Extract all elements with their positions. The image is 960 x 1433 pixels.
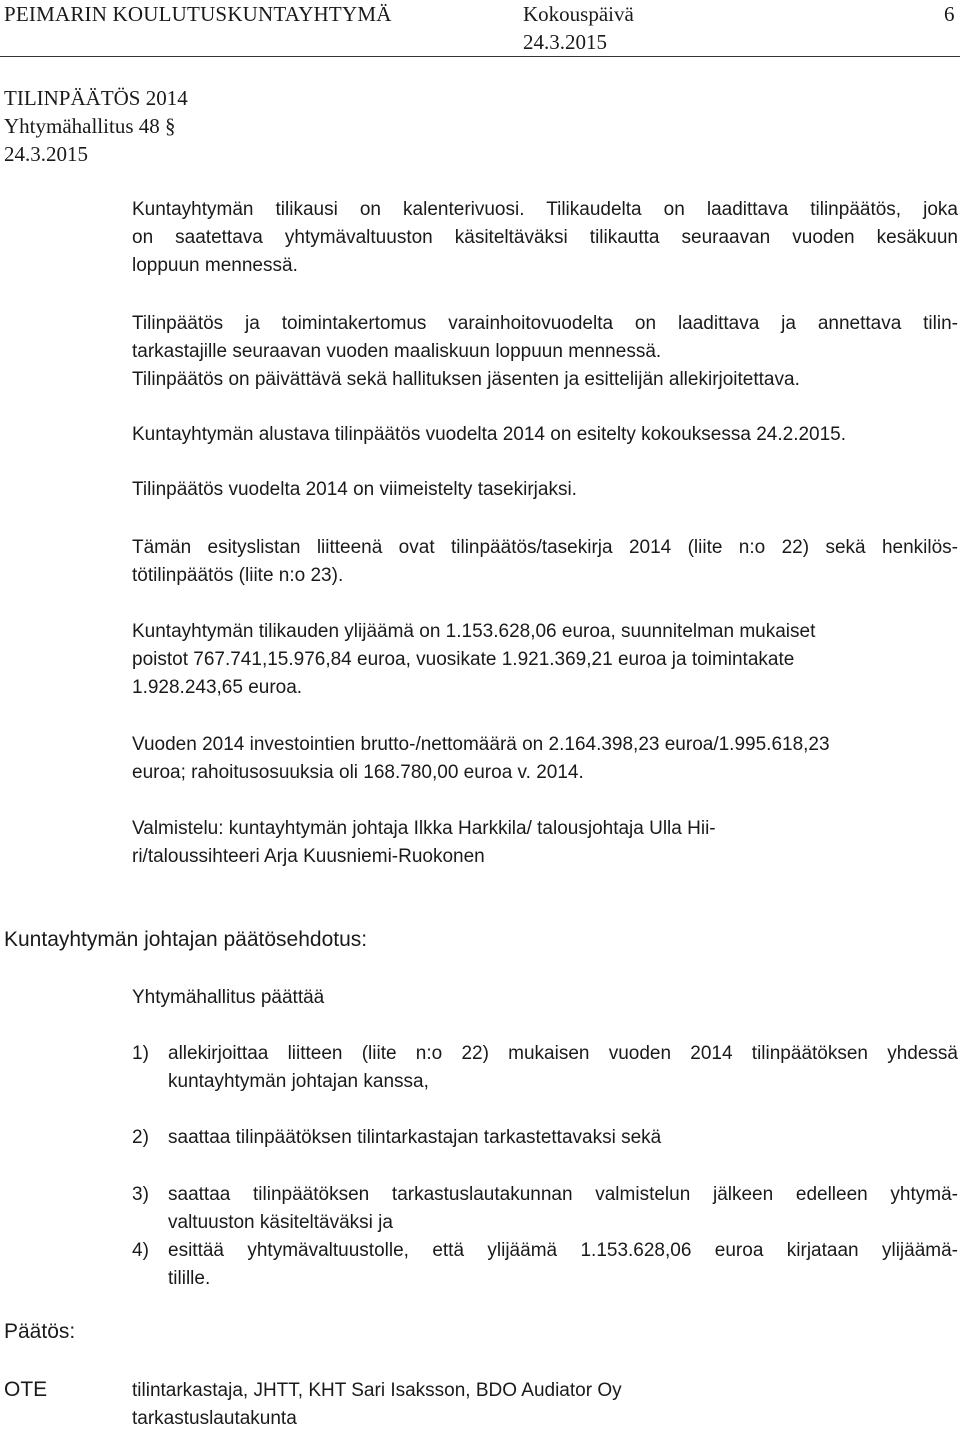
text-line: Tämän esityslistan liitteenä ovat tilinpäätös/tasekirja 2014 (liite n:o 22) sekä henkilös- bbox=[132, 537, 958, 558]
item-number: 4) bbox=[132, 1240, 149, 1261]
board-section: Yhtymähallitus 48 § bbox=[4, 114, 176, 138]
proposal-title: Kuntayhtymän johtajan päätösehdotus: bbox=[4, 928, 368, 951]
text-line: saattaa tilinpäätöksen tarkastuslautakunnan valmistelun jälkeen edelleen yhtymä- bbox=[168, 1184, 958, 1205]
paragraph-surplus bbox=[132, 618, 958, 702]
item-number: 3) bbox=[132, 1184, 149, 1205]
document-title: TILINPÄÄTÖS 2014 bbox=[4, 86, 188, 110]
text-line: kuntayhtymän johtajan kanssa, bbox=[168, 1071, 429, 1092]
text-line: Vuoden 2014 investointien brutto-/nettomäärä on 2.164.398,23 euroa/1.995.618,23 bbox=[132, 734, 830, 755]
text-line: Kuntayhtymän tilikauden ylijäämä on 1.153.628,06 euroa, suunnitelman mukaiset bbox=[132, 621, 816, 642]
paragraph-fiscal-year bbox=[132, 196, 958, 280]
paragraph-preparation bbox=[132, 815, 958, 871]
proposal-intro bbox=[132, 984, 958, 1012]
text-line: loppuun mennessä. bbox=[132, 255, 298, 276]
text-line: Kuntayhtymän alustava tilinpäätös vuodelta 2014 on esitelty kokouksessa 24.2.2015. bbox=[132, 424, 847, 445]
decision-label: Päätös: bbox=[4, 1320, 76, 1343]
text-line: 1.928.243,65 euroa. bbox=[132, 677, 303, 698]
text-line: esittää yhtymävaltuustolle, että ylijäämä 1.153.628,06 euroa kirjataan ylijäämä- bbox=[168, 1240, 958, 1261]
paragraph-preliminary bbox=[132, 421, 958, 449]
page-number: 6 bbox=[944, 2, 955, 26]
paragraph-deadline bbox=[132, 310, 958, 394]
item-number: 1) bbox=[132, 1043, 149, 1064]
text-line: tötilinpäätös (liite n:o 23). bbox=[132, 565, 344, 586]
text-line: valtuuston käsiteltäväksi ja bbox=[168, 1212, 393, 1233]
meeting-date-label: Kokouspäivä bbox=[523, 2, 634, 26]
organization-name: PEIMARIN KOULUTUSKUNTAYHTYMÄ bbox=[4, 2, 392, 26]
text-line: tarkastajille seuraavan vuoden maaliskuun loppuun mennessä. bbox=[132, 341, 662, 362]
text-line: tilille. bbox=[168, 1268, 211, 1289]
item-number: 2) bbox=[132, 1127, 149, 1148]
paragraph-finalized bbox=[132, 476, 958, 504]
paragraph-investments bbox=[132, 731, 958, 787]
ote-recipients bbox=[132, 1377, 958, 1433]
paragraph-attachments bbox=[132, 534, 958, 590]
ote-label: OTE bbox=[4, 1378, 48, 1401]
header-divider bbox=[0, 56, 960, 57]
text-line: poistot 767.741,15.976,84 euroa, vuosikate 1.921.369,21 euroa ja toimintakate bbox=[132, 649, 795, 670]
text-line: Tilinpäätös on päivättävä sekä hallituksen jäsenten ja esittelijän allekirjoitettava. bbox=[132, 369, 800, 390]
text-line: Kuntayhtymän tilikausi on kalenterivuosi. Tilikaudelta on laadittava tilinpäätös, joka bbox=[132, 199, 958, 220]
text-line: Tilinpäätös ja toimintakertomus varainhoitovuodelta on laadittava ja annettava tilin- bbox=[132, 313, 958, 334]
recipient: tilintarkastaja, JHTT, KHT Sari Isaksson, BDO Audiator Oy bbox=[132, 1380, 622, 1401]
text-line: on saatettava yhtymävaltuuston käsiteltäväksi tilikautta seuraavan vuoden kesäkuun bbox=[132, 227, 958, 248]
text-line: ri/taloussihteeri Arja Kuusniemi-Ruokonen bbox=[132, 846, 485, 867]
text-line: saattaa tilinpäätöksen tilintarkastajan tarkastettavaksi sekä bbox=[168, 1127, 662, 1148]
meeting-date: 24.3.2015 bbox=[523, 30, 607, 54]
text-line: allekirjoittaa liitteen (liite n:o 22) mukaisen vuoden 2014 tilinpäätöksen yhdessä bbox=[168, 1043, 958, 1064]
text-line: Valmistelu: kuntayhtymän johtaja Ilkka Harkkila/ talousjohtaja Ulla Hii- bbox=[132, 818, 716, 839]
document-date: 24.3.2015 bbox=[4, 142, 88, 166]
text-line: euroa; rahoitusosuuksia oli 168.780,00 euroa v. 2014. bbox=[132, 762, 584, 783]
text-line: Yhtymähallitus päättää bbox=[132, 987, 325, 1008]
text-line: Tilinpäätös vuodelta 2014 on viimeistelty tasekirjaksi. bbox=[132, 479, 577, 500]
recipient: tarkastuslautakunta bbox=[132, 1408, 297, 1429]
